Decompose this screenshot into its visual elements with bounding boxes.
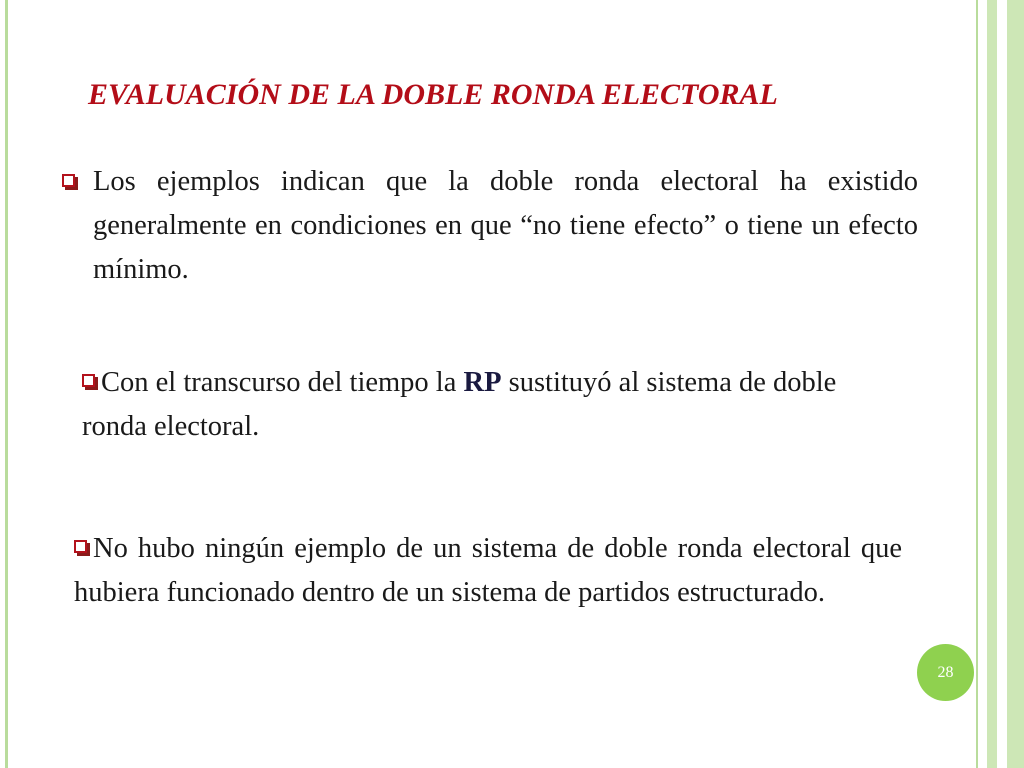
bullet-item-2: [82, 361, 902, 449]
slide-title: EVALUACIÓN DE LA DOBLE RONDA ELECTORAL: [88, 78, 778, 111]
slide-frame-right-band: [987, 0, 997, 768]
slide-frame-left-line: [5, 0, 8, 768]
bullet-text-2-before: Con el transcurso del tiempo la: [101, 367, 464, 398]
bullet-text-2-after: sustituyó al sistema de doble ronda electoral.: [82, 367, 837, 442]
slide-frame-right-edge: [1007, 0, 1024, 768]
page-number: 28: [937, 663, 954, 681]
slide-frame-right-line: [976, 0, 978, 768]
bullet-item-3: [74, 527, 902, 615]
square-bullet-icon: [74, 540, 90, 556]
square-bullet-icon: [62, 174, 78, 190]
bullet-item-1: [62, 160, 918, 292]
bullet-text-3: No hubo ningún ejemplo de un sistema de doble ronda electoral que hubiera funcionado dentro de un sistema de partidos estructurado.: [74, 533, 902, 608]
bullet-text-1: Los ejemplos indican que la doble ronda electoral ha existido generalmente en condiciones en que “no tiene efecto” o tiene un efecto mínimo.: [93, 166, 918, 285]
page-number-badge: [917, 644, 974, 701]
square-bullet-icon: [82, 374, 98, 390]
bullet-text-2-bold: RP: [463, 367, 502, 398]
